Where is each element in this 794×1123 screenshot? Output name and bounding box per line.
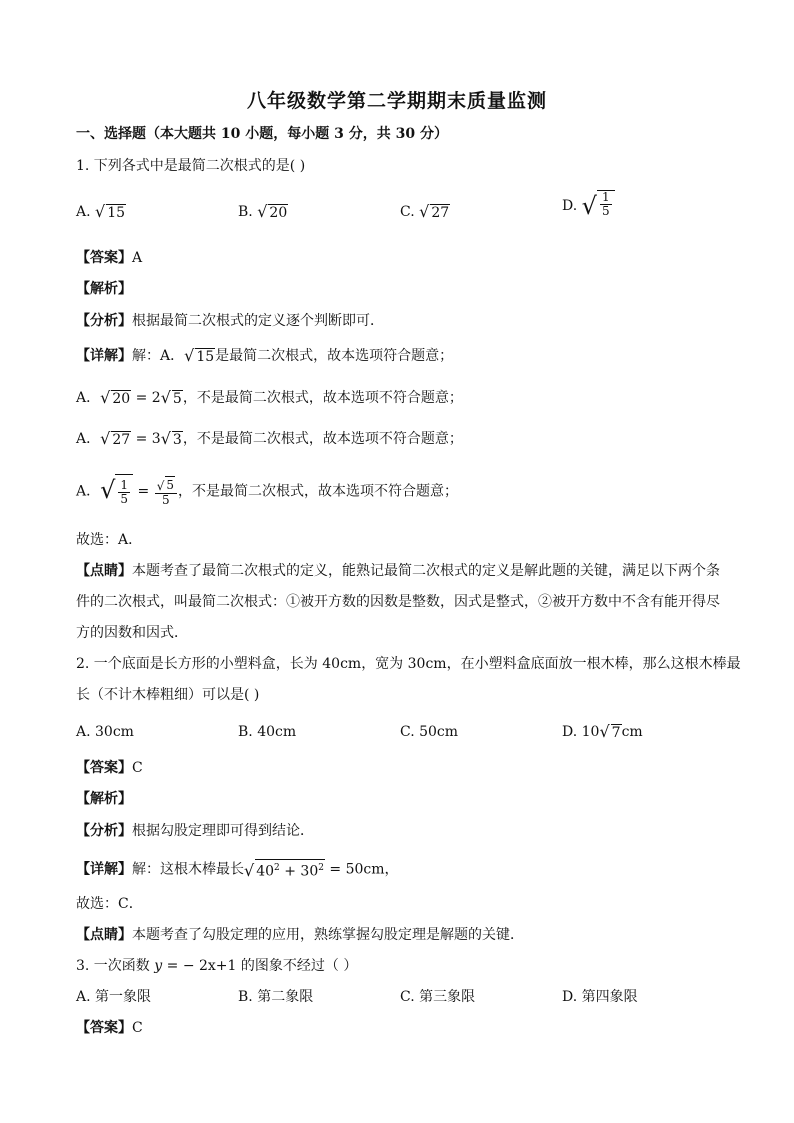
text: 解：A． [132, 348, 185, 364]
text: 是最简二次根式，故本选项符合题意； [215, 348, 454, 364]
q2-choose: 故选：C． [76, 896, 143, 912]
text: = 50cm， [324, 861, 399, 878]
text: ，不是最简二次根式，故本选项不符合题意； [182, 431, 463, 447]
base-b: 30 [300, 863, 319, 880]
question-3-stem [76, 957, 357, 975]
fenxi-text: 根据勾股定理即可得到结论． [132, 823, 314, 839]
radicand: $40^2 + 30^2$ [255, 859, 325, 880]
q3-answer [76, 1019, 143, 1037]
detail-tag: 【详解】 [76, 348, 132, 364]
text: A． [76, 390, 101, 406]
q2-detail [76, 859, 399, 880]
fraction [155, 476, 177, 507]
sqrt-fraction: √ $\frac{1}{5}$ [582, 190, 615, 222]
option-label: D. [562, 198, 578, 214]
answer-value: A [132, 250, 143, 266]
q2-fenxi [76, 822, 314, 840]
sqrt-expression: √ 20 [257, 202, 288, 221]
denominator: 5 [120, 491, 129, 506]
q1-option-a [76, 203, 126, 221]
text: 3. 一次函数 [76, 958, 155, 974]
text: A． [76, 431, 101, 447]
radicand: 20 [269, 205, 288, 221]
q1-option-c [400, 203, 450, 221]
option-label: D. [562, 724, 578, 740]
radicand: 5 [172, 391, 182, 407]
radicand: 27 [112, 432, 131, 448]
sqrt-expression: √ 27 [419, 202, 450, 221]
numerator: 1 [601, 190, 610, 204]
answer-tag: 【答案】 [76, 1020, 132, 1036]
q1-answer [76, 249, 142, 267]
radicand: 20 [112, 391, 131, 407]
section-heading: 一、选择题（本大题共 10 小题，每小题 3 分，共 30 分） [76, 126, 448, 142]
numerator: 1 [120, 477, 129, 492]
q2-dianjing [76, 926, 524, 944]
q1-dianjing-2: 件的二次根式，叫最简二次根式：①被开方数的因数是整数，因式是整式，②被开方数中不含有能开得尽 [76, 594, 720, 610]
q2-option-c: C. 50cm [400, 724, 459, 740]
answer-tag: 【答案】 [76, 250, 132, 266]
fenxi-tag: 【分析】 [76, 313, 132, 329]
q2-answer [76, 759, 143, 777]
q1-choose: 故选：A． [76, 532, 143, 548]
q1-detail-line-2 [76, 389, 463, 407]
q1-option-d [562, 190, 615, 222]
q3-option-d: D. 第四象限 [562, 989, 638, 1005]
q2-analysis-tag: 【解析】 [76, 791, 132, 807]
radicand: 7 [611, 725, 621, 741]
denominator: 5 [162, 493, 170, 507]
text: A． [76, 483, 101, 500]
q1-fenxi [76, 312, 384, 330]
sqrt-expression: √ 27 [100, 429, 131, 448]
base-a: 40 [256, 863, 275, 880]
q3-option-a: A. 第一象限 [76, 989, 152, 1005]
q2-option-d [562, 723, 643, 741]
text: = 2 [131, 390, 161, 406]
exponent: 2 [274, 863, 280, 873]
text: = − 2x+1 [162, 958, 241, 974]
question-2-stem-1: 2. 一个底面是长方形的小塑料盒，长为 40cm，宽为 30cm，在小塑料盒底面放一根木棒，那么这根木棒最 [76, 656, 741, 672]
fenxi-tag: 【分析】 [76, 823, 132, 839]
dianjing-tag: 【点睛】 [76, 927, 132, 943]
radicand: 3 [172, 432, 182, 448]
numerator [155, 476, 177, 494]
sqrt-expression: √ $40^2 + 30^2$ [244, 860, 324, 880]
q1-detail-line-3 [76, 430, 463, 448]
answer-value: C [132, 760, 143, 776]
q1-option-b [238, 203, 288, 221]
question-2-stem-2: 长（不计木棒粗细）可以是( ) [76, 687, 260, 703]
text: 本题考查了最简二次根式的定义，能熟记最简二次根式的定义是解此题的关键，满足以下两个条 [132, 563, 720, 579]
sqrt-expression: √ 15 [95, 202, 126, 221]
sqrt-expression: √ 7 [599, 722, 621, 741]
page-title: 八年级数学第二学期期末质量监测 [246, 90, 547, 112]
text: 的图象不经过（ ） [240, 958, 358, 974]
text: 本题考查了勾股定理的应用，熟练掌握勾股定理是解题的关键． [132, 927, 524, 943]
sqrt-expression: √ 5 [156, 478, 174, 493]
text: ，不是最简二次根式，故本选项不符合题意； [182, 390, 463, 406]
variable: y [154, 958, 163, 974]
text: = 3 [131, 431, 161, 447]
q1-detail-line-1 [76, 347, 453, 365]
dianjing-tag: 【点睛】 [76, 563, 132, 579]
answer-tag: 【答案】 [76, 760, 132, 776]
sqrt-expression: √ 15 [184, 346, 215, 365]
q2-option-b: B. 40cm [238, 724, 297, 740]
sqrt-fraction: √ $\frac{1}{5}$ [100, 474, 133, 509]
text: ，不是最简二次根式，故本选项不符合题意； [178, 483, 458, 500]
text: 10 [581, 724, 600, 740]
question-1-stem: 1. 下列各式中是最简二次根式的是( ) [76, 158, 306, 174]
option-label: A. [76, 204, 91, 220]
answer-value: C [132, 1020, 143, 1036]
sqrt-expression: √ 3 [160, 429, 182, 448]
q3-option-b: B. 第二象限 [238, 989, 314, 1005]
sqrt-expression: √ 5 [160, 388, 182, 407]
denominator: 5 [601, 204, 610, 218]
q1-detail-line-4 [76, 474, 458, 509]
fenxi-text: 根据最简二次根式的定义逐个判断即可． [132, 313, 384, 329]
q1-dianjing-3: 方的因数和因式． [76, 625, 188, 641]
option-label: B. [238, 204, 253, 220]
exponent: 2 [318, 863, 324, 873]
detail-tag: 【详解】 [76, 861, 132, 878]
text: 解：这根木棒最长 [132, 861, 244, 878]
q1-dianjing-1 [76, 562, 720, 580]
text: = [133, 483, 154, 500]
radicand: 27 [431, 205, 450, 221]
radicand: 15 [107, 205, 126, 221]
q2-option-a: A. 30cm [76, 724, 134, 740]
q3-option-c: C. 第三象限 [400, 989, 476, 1005]
radicand: 5 [166, 478, 174, 492]
option-label: C. [400, 204, 415, 220]
q1-analysis-tag: 【解析】 [76, 281, 132, 297]
sqrt-expression: √ 20 [100, 388, 131, 407]
radicand: 15 [196, 349, 215, 365]
unit: cm [621, 724, 643, 740]
